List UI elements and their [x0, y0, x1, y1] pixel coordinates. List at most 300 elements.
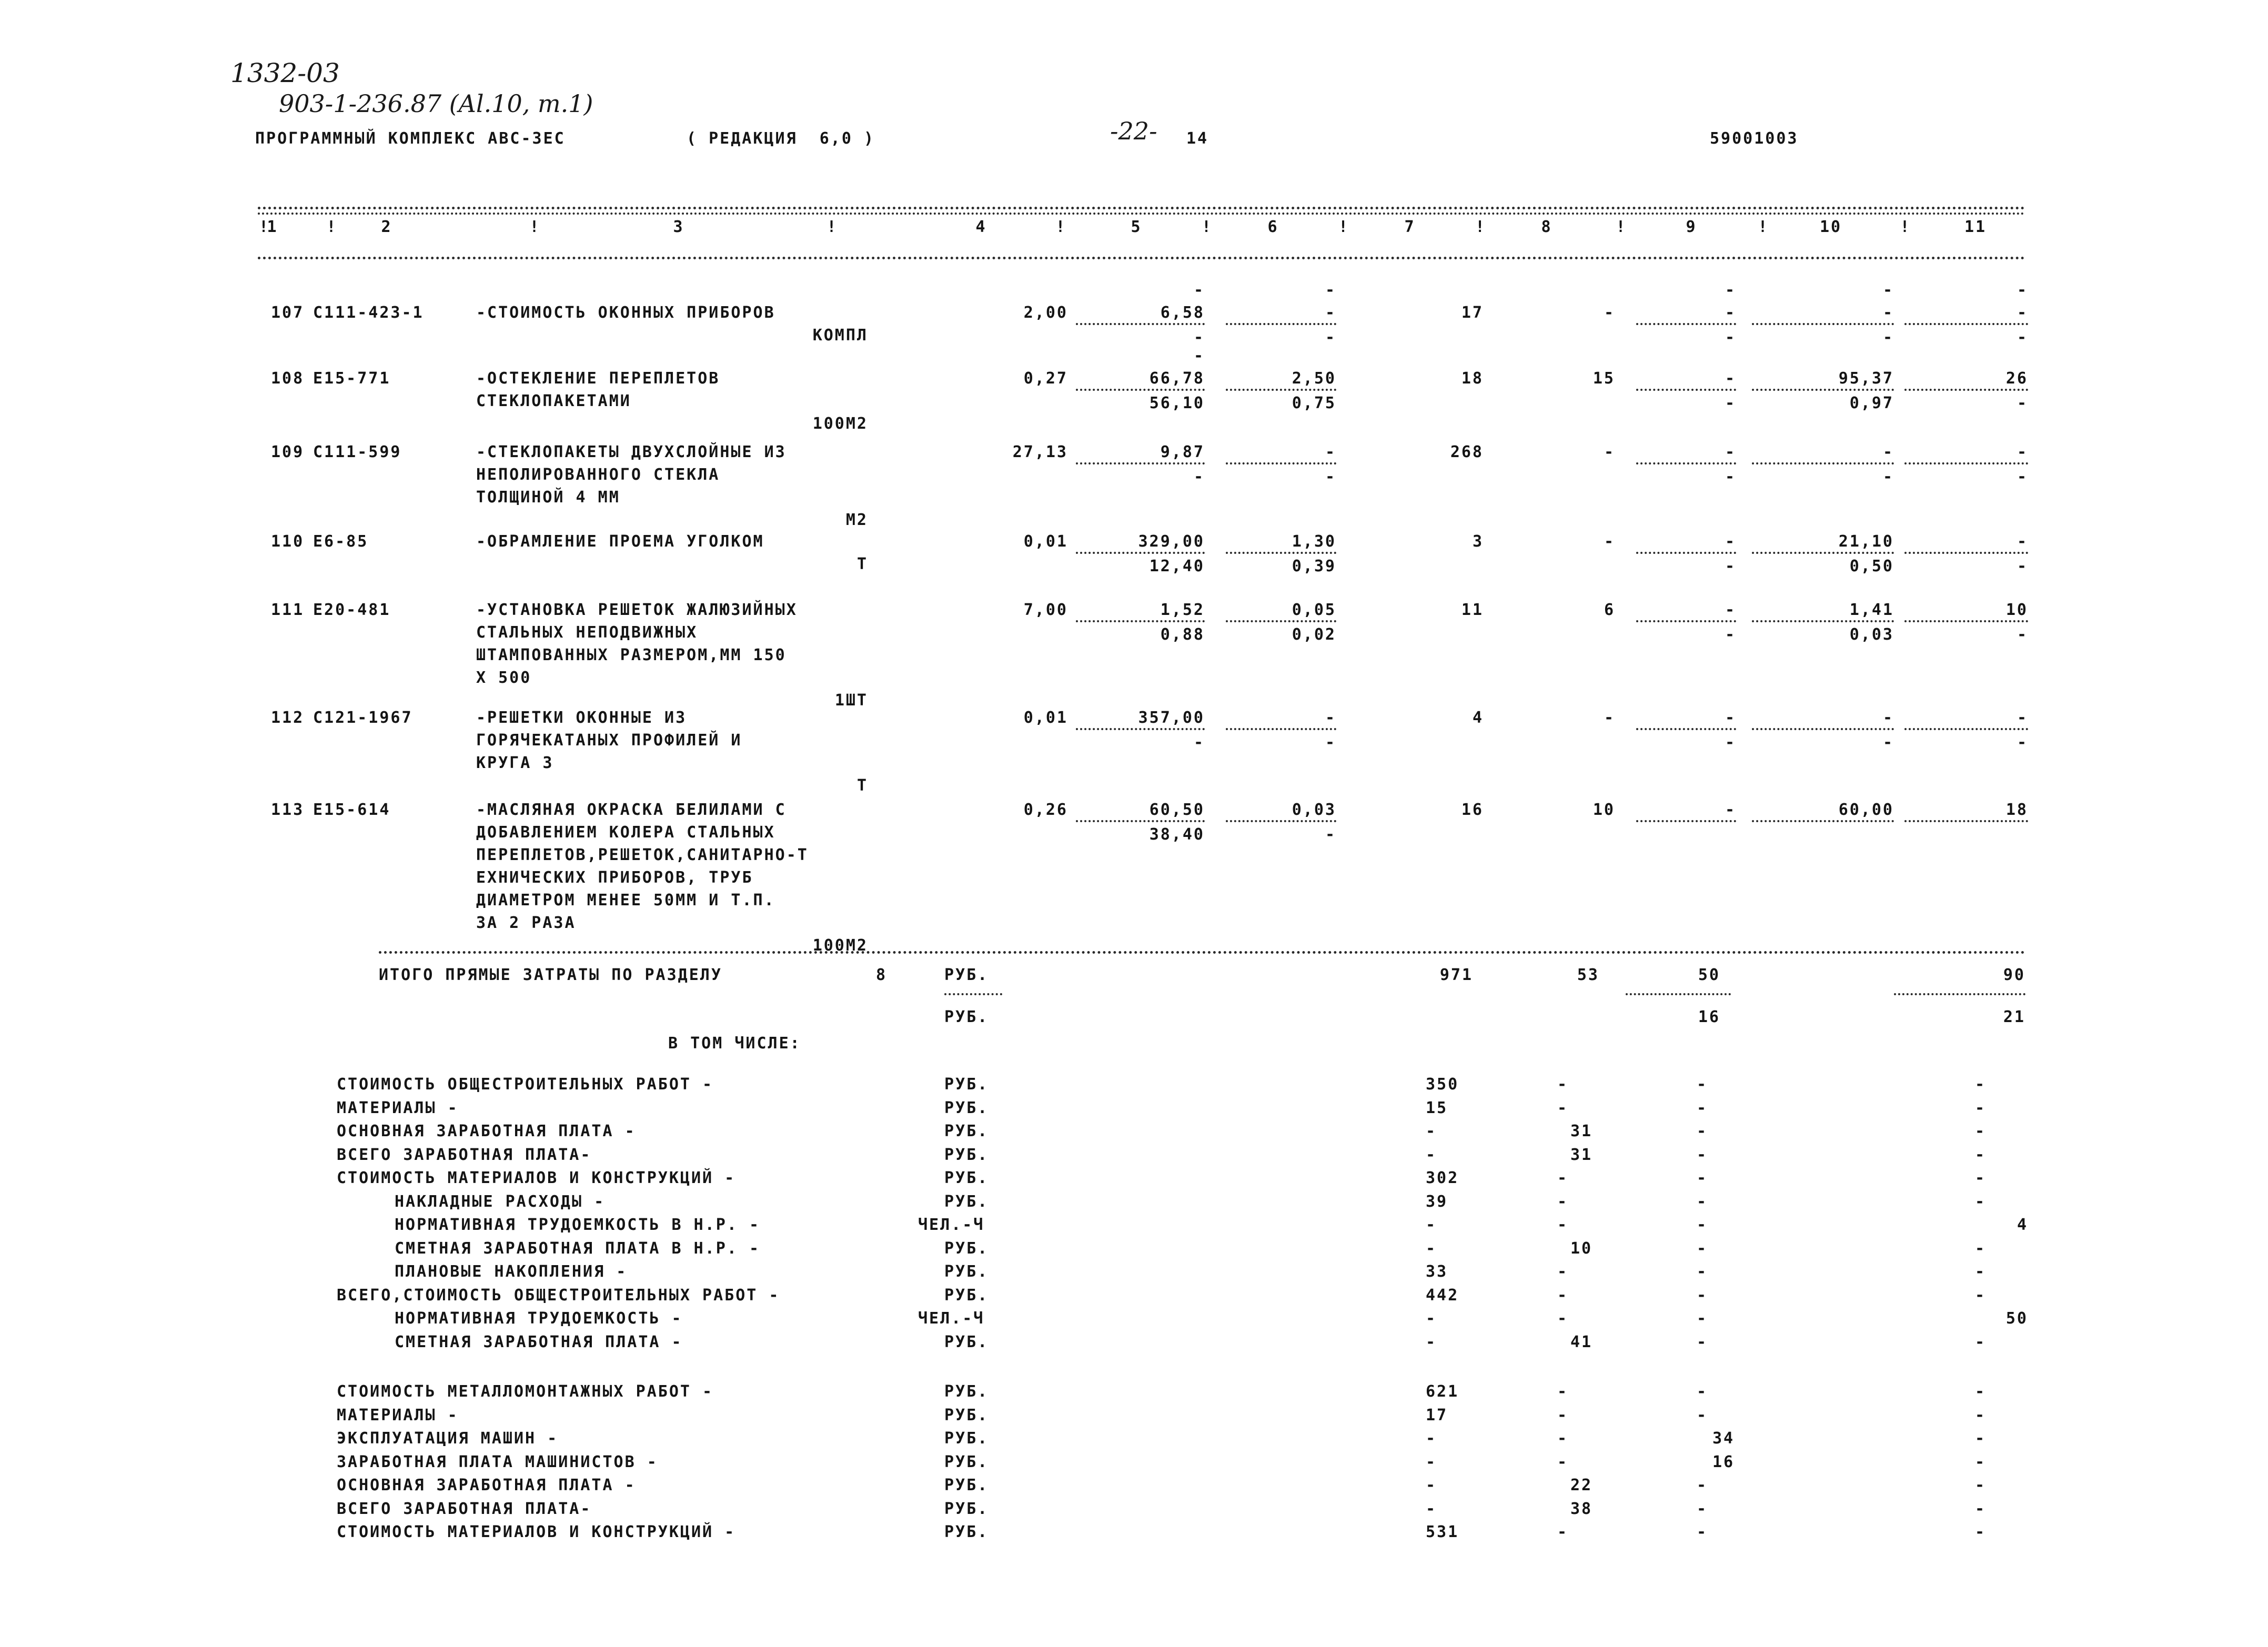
row-description-line: -СТЕКЛОПАКЕТЫ ДВУХСЛОЙНЫЕ ИЗ	[476, 443, 787, 461]
cell-c6: 0,75	[1292, 394, 1336, 413]
summary-unit: РУБ.	[944, 1145, 989, 1164]
cell-c11: -	[2017, 443, 2028, 461]
handwritten-top-code: 1332-03	[230, 58, 340, 88]
cell-c8: 10	[1592, 801, 1615, 819]
column-separator: !	[529, 218, 541, 236]
cell-rule-c6	[1226, 389, 1336, 391]
cell-c7: 268	[1450, 443, 1484, 461]
summary-col11: -	[1974, 1262, 1986, 1281]
row-quantity: 0,01	[1023, 532, 1068, 551]
summary-col7: -	[1426, 1476, 1437, 1494]
row-number: 109	[271, 443, 305, 461]
summary-col11: -	[1974, 1098, 1986, 1117]
cell-c8: -	[1604, 709, 1615, 727]
row-description-line: -МАСЛЯНАЯ ОКРАСКА БЕЛИЛАМИ С	[476, 801, 787, 819]
summary-unit: РУБ.	[944, 1169, 989, 1187]
column-separator: !	[1338, 218, 1350, 236]
column-header-9: 9	[1686, 218, 1697, 236]
column-separator: !	[826, 218, 838, 236]
cell-rule-c11	[1904, 552, 2028, 554]
cell-c10: -	[1882, 468, 1894, 487]
cell-c10: 21,10	[1838, 532, 1894, 551]
summary-col11: -	[1974, 1122, 1986, 1140]
summary-label: СТОИМОСТЬ ОБЩЕСТРОИТЕЛЬНЫХ РАБОТ -	[337, 1075, 714, 1094]
column-header-5: 5	[1131, 218, 1142, 236]
header-bottom-rule	[258, 257, 2025, 259]
summary-label: ВСЕГО,СТОИМОСТЬ ОБЩЕСТРОИТЕЛЬНЫХ РАБОТ -	[337, 1286, 780, 1305]
summary-unit: ЧЕЛ.-Ч	[918, 1309, 985, 1328]
row-unit: 100М2	[812, 415, 868, 433]
cell-c10: 0,97	[1849, 394, 1894, 413]
summary-unit: РУБ.	[944, 1476, 989, 1494]
cell-c10: 95,37	[1838, 369, 1894, 388]
cell-rule-c9	[1636, 552, 1736, 554]
cell-c9: -	[1725, 625, 1736, 644]
summary-col8: -	[1557, 1192, 1569, 1211]
row-unit: Т	[856, 555, 868, 573]
summary-col7: -	[1426, 1216, 1437, 1234]
cell-rule-c5	[1076, 389, 1205, 391]
summary-col7: -	[1426, 1452, 1437, 1471]
cell-rule-c10	[1752, 462, 1894, 464]
cell-c10: 0,50	[1849, 557, 1894, 576]
summary-label: ОСНОВНАЯ ЗАРАБОТНАЯ ПЛАТА -	[337, 1476, 636, 1494]
summary-label: НОРМАТИВНАЯ ТРУДОЕМКОСТЬ В Н.Р. -	[395, 1216, 761, 1234]
row-code: С121-1967	[313, 709, 413, 727]
summary-col9: -	[1697, 1098, 1708, 1117]
total-col9: 50	[1698, 966, 1720, 984]
summary-col11: -	[1974, 1406, 1986, 1424]
summary-col7: -	[1426, 1145, 1437, 1164]
row-number: 112	[271, 709, 305, 727]
summary-col7: -	[1426, 1309, 1437, 1328]
cell-rule-c6	[1226, 820, 1336, 822]
cell-c6: -	[1325, 709, 1336, 727]
summary-unit: РУБ.	[944, 1452, 989, 1471]
row-description-line: -ОСТЕКЛЕНИЕ ПЕРЕПЛЕТОВ	[476, 369, 720, 388]
cell-c11: -	[2017, 733, 2028, 752]
cell-rule-c10	[1752, 728, 1894, 730]
cell-rule-c5	[1076, 462, 1205, 464]
row-unit: М2	[845, 511, 868, 529]
summary-col8: -	[1557, 1429, 1569, 1448]
total-col11-sub: 21	[2003, 1008, 2025, 1026]
row-description-line: -СТОИМОСТЬ ОКОННЫХ ПРИБОРОВ	[476, 304, 775, 322]
row-description-line: ПЕРЕПЛЕТОВ,РЕШЕТОК,САНИТАРНО-Т	[476, 846, 809, 864]
cell-rule-c6	[1226, 728, 1336, 730]
cell-c5: -	[1193, 733, 1205, 752]
cell-c11: -	[2017, 532, 2028, 551]
summary-col8: -	[1557, 1098, 1569, 1117]
column-separator: !	[1055, 218, 1067, 236]
cell-rule-c11	[1904, 389, 2028, 391]
cell-rule-c6	[1226, 620, 1336, 622]
row-quantity: 7,00	[1023, 601, 1068, 619]
row-description-line: НЕПОЛИРОВАННОГО СТЕКЛА	[476, 466, 720, 484]
cell-rule-c5	[1076, 552, 1205, 554]
cell-c11: -	[2017, 304, 2028, 322]
cell-c9: -	[1725, 304, 1736, 322]
summary-unit: РУБ.	[944, 1523, 989, 1541]
cell-rule-c10	[1752, 620, 1894, 622]
cell-c8: -	[1604, 443, 1615, 461]
row-code: С111-599	[313, 443, 402, 461]
summary-col8: -	[1557, 1452, 1569, 1471]
column-separator: !	[1616, 218, 1627, 236]
summary-col9: -	[1697, 1145, 1708, 1164]
row-description-line: -УСТАНОВКА РЕШЕТОК ЖАЛЮЗИЙНЫХ	[476, 601, 798, 619]
row-description-line: ЕХНИЧЕСКИХ ПРИБОРОВ, ТРУБ	[476, 868, 753, 887]
summary-unit: РУБ.	[944, 1406, 989, 1424]
summary-col8: -	[1557, 1523, 1569, 1541]
cell-c9: -	[1725, 394, 1736, 413]
cell-c8: -	[1604, 532, 1615, 551]
cell-c5: 6,58	[1160, 304, 1205, 322]
summary-unit: РУБ.	[944, 1075, 989, 1094]
cell-c6: 0,05	[1292, 601, 1336, 619]
summary-unit: РУБ.	[944, 1098, 989, 1117]
summary-unit: РУБ.	[944, 1192, 989, 1211]
cell-rule-c5	[1076, 323, 1205, 325]
cell-c5: -	[1193, 328, 1205, 347]
summary-unit: РУБ.	[944, 1382, 989, 1401]
cell-c6: -	[1325, 468, 1336, 487]
column-header-10: 10	[1819, 218, 1842, 236]
cell-c10: -	[1882, 281, 1894, 299]
summary-col8: 10	[1570, 1239, 1593, 1258]
cell-c11: -	[2017, 557, 2028, 576]
cell-c11: 18	[2005, 801, 2028, 819]
cell-c9: -	[1725, 281, 1736, 299]
cell-rule-c5	[1076, 820, 1205, 822]
cell-c5: 12,40	[1149, 557, 1205, 576]
summary-col11: -	[1974, 1286, 1986, 1305]
row-description-line: ДОБАВЛЕНИЕМ КОЛЕРА СТАЛЬНЫХ	[476, 823, 775, 842]
cell-c9: -	[1725, 328, 1736, 347]
cell-c9: -	[1725, 601, 1736, 619]
row-unit: 1ШТ	[834, 691, 868, 710]
cell-rule-c11	[1904, 462, 2028, 464]
summary-col9: -	[1697, 1286, 1708, 1305]
column-separator: !	[259, 218, 270, 236]
row-quantity: 0,26	[1023, 801, 1068, 819]
summary-col8: 31	[1570, 1122, 1593, 1140]
summary-unit: РУБ.	[944, 1332, 989, 1351]
summary-col9: -	[1697, 1523, 1708, 1541]
row-quantity: 27,13	[1012, 443, 1068, 461]
column-separator: !	[1900, 218, 1911, 236]
summary-label: ВСЕГО ЗАРАБОТНАЯ ПЛАТА-	[337, 1499, 592, 1518]
cell-c5: 66,78	[1149, 369, 1205, 388]
column-header-2: 2	[381, 218, 392, 236]
row-description-line: -ОБРАМЛЕНИЕ ПРОЕМА УГОЛКОМ	[476, 532, 764, 551]
cell-c11: -	[2017, 394, 2028, 413]
edition-label: ( РЕДАКЦИЯ 6,0 )	[687, 129, 875, 148]
cell-c10: 0,03	[1849, 625, 1894, 644]
summary-col8: -	[1557, 1075, 1569, 1094]
summary-col7: 621	[1426, 1382, 1459, 1401]
cell-c7: 18	[1461, 369, 1484, 388]
including-label: В ТОМ ЧИСЛЕ:	[668, 1034, 801, 1053]
handwritten-project-code: 903-1-236.87 (Al.10, т.1)	[279, 89, 593, 118]
summary-col7: 33	[1426, 1262, 1448, 1281]
cell-c8: 6	[1604, 601, 1615, 619]
cell-c5: 56,10	[1149, 394, 1205, 413]
summary-col9: 16	[1712, 1452, 1735, 1471]
cell-c10: 60,00	[1838, 801, 1894, 819]
table-top-rule-2	[258, 213, 2025, 215]
row-description-line: Х 500	[476, 669, 532, 687]
cell-rule-c5	[1076, 620, 1205, 622]
cell-c11: -	[2017, 709, 2028, 727]
column-header-11: 11	[1964, 218, 1987, 236]
row-unit: 100М2	[812, 936, 868, 955]
cell-c7: 3	[1472, 532, 1484, 551]
row-code: Е15-614	[313, 801, 391, 819]
summary-col7: -	[1426, 1429, 1437, 1448]
total-col9-sub: 16	[1698, 1008, 1720, 1026]
cell-rule-c10	[1752, 323, 1894, 325]
summary-col9: -	[1697, 1332, 1708, 1351]
row-unit: Т	[856, 776, 868, 795]
row-description-line: СТАЛЬНЫХ НЕПОДВИЖНЫХ	[476, 623, 698, 642]
cell-c11: 26	[2005, 369, 2028, 388]
cell-c6: -	[1325, 825, 1336, 844]
summary-col7: 39	[1426, 1192, 1448, 1211]
cell-c6: 2,50	[1292, 369, 1336, 388]
row-number: 113	[271, 801, 305, 819]
summary-col11: -	[1974, 1169, 1986, 1187]
summary-col11: -	[1974, 1476, 1986, 1494]
summary-col9: -	[1697, 1216, 1708, 1234]
summary-col8: -	[1557, 1169, 1569, 1187]
summary-col11: 4	[2017, 1216, 2028, 1234]
summary-col9: -	[1697, 1382, 1708, 1401]
summary-col9: -	[1697, 1499, 1708, 1518]
row-quantity: 0,27	[1023, 369, 1068, 388]
cell-rule-c9	[1636, 728, 1736, 730]
total-rule-col9	[1626, 993, 1731, 995]
column-header-1: 1	[267, 218, 278, 236]
row-description-line: ДИАМЕТРОМ МЕНЕЕ 50ММ И Т.П.	[476, 891, 775, 910]
cell-c11: -	[2017, 468, 2028, 487]
summary-label: ОСНОВНАЯ ЗАРАБОТНАЯ ПЛАТА -	[337, 1122, 636, 1140]
cell-c6: 1,30	[1292, 532, 1336, 551]
row-code: С111-423-1	[313, 304, 424, 322]
cell-c7: 17	[1461, 304, 1484, 322]
summary-unit: ЧЕЛ.-Ч	[918, 1216, 985, 1234]
summary-label: СМЕТНАЯ ЗАРАБОТНАЯ ПЛАТА -	[395, 1332, 683, 1351]
row-description-line: ТОЛЩИНОЙ 4 ММ	[476, 488, 620, 507]
summary-col8: 38	[1570, 1499, 1593, 1518]
summary-col7: -	[1426, 1499, 1437, 1518]
cell-c5: 38,40	[1149, 825, 1205, 844]
cell-c5: -	[1193, 468, 1205, 487]
summary-col7: 350	[1426, 1075, 1459, 1094]
page-number: 14	[1186, 129, 1209, 148]
summary-col9: -	[1697, 1192, 1708, 1211]
row-number: 110	[271, 532, 305, 551]
row-number: 111	[271, 601, 305, 619]
column-header-8: 8	[1541, 218, 1553, 236]
summary-label: МАТЕРИАЛЫ -	[337, 1098, 459, 1117]
cell-rule-c6	[1226, 323, 1336, 325]
cell-c6: -	[1325, 733, 1336, 752]
summary-col8: -	[1557, 1286, 1569, 1305]
summary-col9: -	[1697, 1476, 1708, 1494]
cell-c6: -	[1325, 328, 1336, 347]
row-number: 107	[271, 304, 305, 322]
summary-unit: РУБ.	[944, 1286, 989, 1305]
cell-c10: -	[1882, 443, 1894, 461]
summary-unit: РУБ.	[944, 1499, 989, 1518]
total-col11: 90	[2003, 966, 2025, 984]
total-unit-1: РУБ.	[944, 966, 989, 984]
cell-c10: -	[1882, 328, 1894, 347]
cell-c6: -	[1325, 304, 1336, 322]
summary-label: ВСЕГО ЗАРАБОТНАЯ ПЛАТА-	[337, 1145, 592, 1164]
summary-col8: 41	[1570, 1332, 1593, 1351]
cell-c7: 16	[1461, 801, 1484, 819]
row-quantity: 2,00	[1023, 304, 1068, 322]
cell-rule-c9	[1636, 620, 1736, 622]
cell-c5: 329,00	[1138, 532, 1205, 551]
cell-rule-c11	[1904, 620, 2028, 622]
section-end-rule	[379, 951, 2025, 954]
summary-col11: -	[1974, 1382, 1986, 1401]
cell-rule-c9	[1636, 820, 1736, 822]
cell-rule-c10	[1752, 552, 1894, 554]
row-description-line: -РЕШЕТКИ ОКОННЫЕ ИЗ	[476, 709, 687, 727]
summary-col7: 442	[1426, 1286, 1459, 1305]
summary-col11: -	[1974, 1499, 1986, 1518]
cell-c5: 9,87	[1160, 443, 1205, 461]
cell-c9: -	[1725, 709, 1736, 727]
cell-c11: -	[2017, 328, 2028, 347]
cell-rule-c11	[1904, 820, 2028, 822]
cell-c6: 0,39	[1292, 557, 1336, 576]
cell-c6: 0,03	[1292, 801, 1336, 819]
summary-col7: -	[1426, 1332, 1437, 1351]
summary-col8: 22	[1570, 1476, 1593, 1494]
cell-c7: 4	[1472, 709, 1484, 727]
summary-col9: -	[1697, 1239, 1708, 1258]
cell-c11: -	[2017, 625, 2028, 644]
cell-c5: 1,52	[1160, 601, 1205, 619]
summary-col7: 15	[1426, 1098, 1448, 1117]
column-header-7: 7	[1404, 218, 1416, 236]
row-description-line: ШТАМПОВАННЫХ РАЗМЕРОМ,ММ 150	[476, 646, 787, 664]
summary-unit: РУБ.	[944, 1429, 989, 1448]
summary-col8: -	[1557, 1406, 1569, 1424]
summary-unit: РУБ.	[944, 1122, 989, 1140]
cell-rule-c5	[1076, 728, 1205, 730]
total-rule-left	[944, 993, 1002, 995]
cell-rule-c11	[1904, 323, 2028, 325]
summary-col8: -	[1557, 1309, 1569, 1328]
cell-c9: -	[1725, 532, 1736, 551]
cell-rule-c9	[1636, 462, 1736, 464]
summary-label: СТОИМОСТЬ МЕТАЛЛОМОНТАЖНЫХ РАБОТ -	[337, 1382, 714, 1401]
summary-col9: -	[1697, 1169, 1708, 1187]
cell-c5: 60,50	[1149, 801, 1205, 819]
column-header-6: 6	[1267, 218, 1279, 236]
summary-label: НАКЛАДНЫЕ РАСХОДЫ -	[395, 1192, 606, 1211]
total-col7: 971	[1439, 966, 1473, 984]
summary-col7: 17	[1426, 1406, 1448, 1424]
cell-c5: 0,88	[1160, 625, 1205, 644]
cell-c8: 15	[1592, 369, 1615, 388]
cell-c9: -	[1725, 443, 1736, 461]
summary-label: СМЕТНАЯ ЗАРАБОТНАЯ ПЛАТА В Н.Р. -	[395, 1239, 761, 1258]
row-description-line: СТЕКЛОПАКЕТАМИ	[476, 392, 631, 410]
column-separator: !	[1758, 218, 1769, 236]
cell-rule-c6	[1226, 462, 1336, 464]
cell-c11: 10	[2005, 601, 2028, 619]
cell-c5: 357,00	[1138, 709, 1205, 727]
cell-c5: -	[1193, 281, 1205, 299]
cell-rule-c10	[1752, 389, 1894, 391]
cell-c6: -	[1325, 443, 1336, 461]
row-code: Е6-85	[313, 532, 369, 551]
column-header-3: 3	[673, 218, 684, 236]
summary-label: СТОИМОСТЬ МАТЕРИАЛОВ И КОНСТРУКЦИЙ -	[337, 1169, 736, 1187]
cell-c9: -	[1725, 369, 1736, 388]
cell-rule-c11	[1904, 728, 2028, 730]
summary-col9: -	[1697, 1122, 1708, 1140]
column-separator: !	[326, 218, 338, 236]
summary-col11: -	[1974, 1192, 1986, 1211]
summary-col11: -	[1974, 1452, 1986, 1471]
summary-col11: -	[1974, 1075, 1986, 1094]
summary-col11: -	[1974, 1523, 1986, 1541]
summary-col7: 531	[1426, 1523, 1459, 1541]
cell-c10: -	[1882, 733, 1894, 752]
summary-col11: -	[1974, 1332, 1986, 1351]
total-label: ИТОГО ПРЯМЫЕ ЗАТРАТЫ ПО РАЗДЕЛУ	[379, 966, 722, 984]
summary-col9: -	[1697, 1262, 1708, 1281]
handwritten-page-mark: -22-	[1110, 117, 1157, 145]
cell-c9: -	[1725, 468, 1736, 487]
summary-col7: -	[1426, 1122, 1437, 1140]
summary-col11: -	[1974, 1429, 1986, 1448]
row-description-line: ГОРЯЧЕКАТАНЫХ ПРОФИЛЕЙ И	[476, 731, 742, 750]
summary-col9: -	[1697, 1406, 1708, 1424]
summary-col7: 302	[1426, 1169, 1459, 1187]
summary-unit: РУБ.	[944, 1262, 989, 1281]
row-description-line: ЗА 2 РАЗА	[476, 914, 576, 932]
summary-col9: -	[1697, 1075, 1708, 1094]
column-header-4: 4	[975, 218, 987, 236]
cell-c9: -	[1725, 801, 1736, 819]
cell-c10: 1,41	[1849, 601, 1894, 619]
row-unit: КОМПЛ	[812, 326, 868, 345]
cell-c5: -	[1193, 347, 1205, 365]
cell-c10: -	[1882, 304, 1894, 322]
summary-label: ЭКСПЛУАТАЦИЯ МАШИН -	[337, 1429, 559, 1448]
summary-unit: РУБ.	[944, 1239, 989, 1258]
summary-col9: -	[1697, 1309, 1708, 1328]
total-section: 8	[876, 966, 888, 984]
summary-col7: -	[1426, 1239, 1437, 1258]
total-unit-2: РУБ.	[944, 1008, 989, 1026]
summary-col11: -	[1974, 1145, 1986, 1164]
program-title: ПРОГРАММНЫЙ КОМПЛЕКС АВС-ЗЕС	[255, 129, 566, 148]
summary-col8: -	[1557, 1216, 1569, 1234]
cell-c6: 0,02	[1292, 625, 1336, 644]
summary-col8: -	[1557, 1382, 1569, 1401]
summary-col9: 34	[1712, 1429, 1735, 1448]
